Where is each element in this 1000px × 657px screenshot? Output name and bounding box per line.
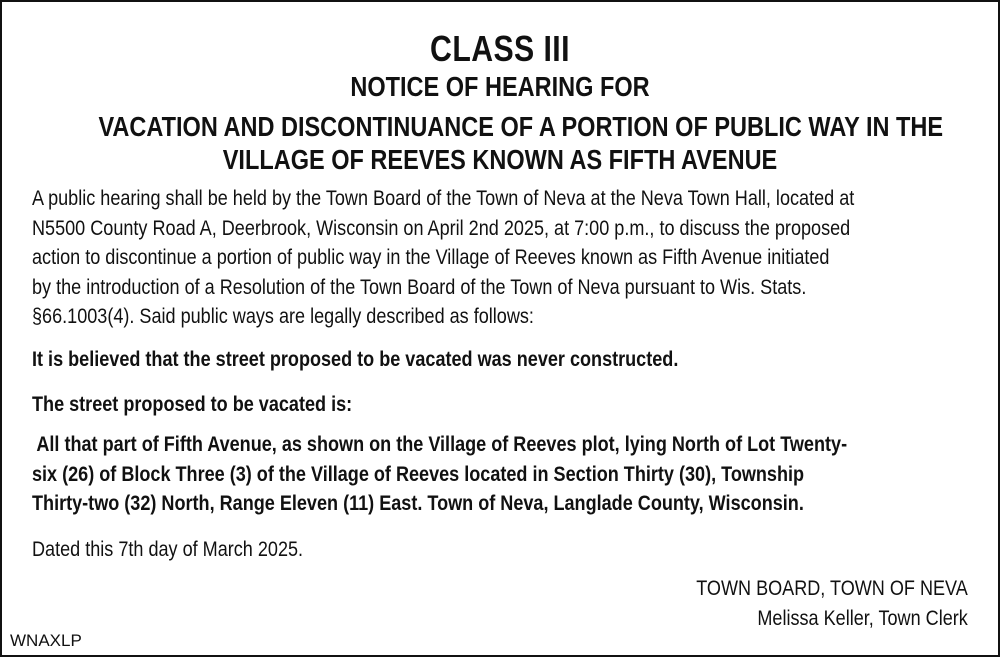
street-intro: The street proposed to be vacated is: [32, 393, 353, 416]
heading-line: VACATION AND DISCONTINUANCE OF A PORTION OF PUBLIC WAY IN THE [98, 111, 944, 142]
legal-description [32, 430, 935, 519]
dated-line: Dated this 7th day of March 2025. [32, 538, 304, 561]
paragraph-line: action to discontinue a portion of public way in the Village of Reeves known as Fifth Avenue initiated [32, 246, 830, 269]
paragraph-line: N5500 County Road A, Deerbrook, Wisconsin on April 2nd 2025, at 7:00 p.m., to discuss the proposed [32, 216, 851, 240]
hearing-paragraph [32, 184, 935, 332]
class-label: CLASS III [430, 28, 570, 69]
belief-statement: It is believed that the street proposed to be vacated was never constructed. [32, 348, 679, 371]
paragraph-line: §66.1003(4). Said public ways are legally described as follows: [32, 305, 534, 328]
signature-block [696, 574, 968, 634]
notice-line: NOTICE OF HEARING FOR [350, 71, 650, 102]
paragraph-line: A public hearing shall be held by the Town Board of the Town of Neva at the Neva Town Hall, located at [32, 187, 855, 210]
notice-heading [98, 110, 944, 176]
paragraph-line: by the introduction of a Resolution of the Town Board of the Town of Neva pursuant to Wis. Stats. [32, 275, 807, 299]
description-line: six (26) of Block Three (3) of the Village of Reeves located in Section Thirty (30), Township [32, 462, 805, 486]
publication-code: WNAXLP [10, 631, 82, 650]
signature-org: TOWN BOARD, TOWN OF NEVA [696, 577, 968, 600]
signature-name: Melissa Keller, Town Clerk [757, 607, 968, 630]
description-line: All that part of Fifth Avenue, as shown on the Village of Reeves plot, lying North of Lot Twenty- [32, 433, 848, 456]
heading-line: VILLAGE OF REEVES KNOWN AS FIFTH AVENUE [222, 144, 778, 175]
description-line: Thirty-two (32) North, Range Eleven (11) East. Town of Neva, Langlade County, Wisconsin. [32, 492, 804, 515]
